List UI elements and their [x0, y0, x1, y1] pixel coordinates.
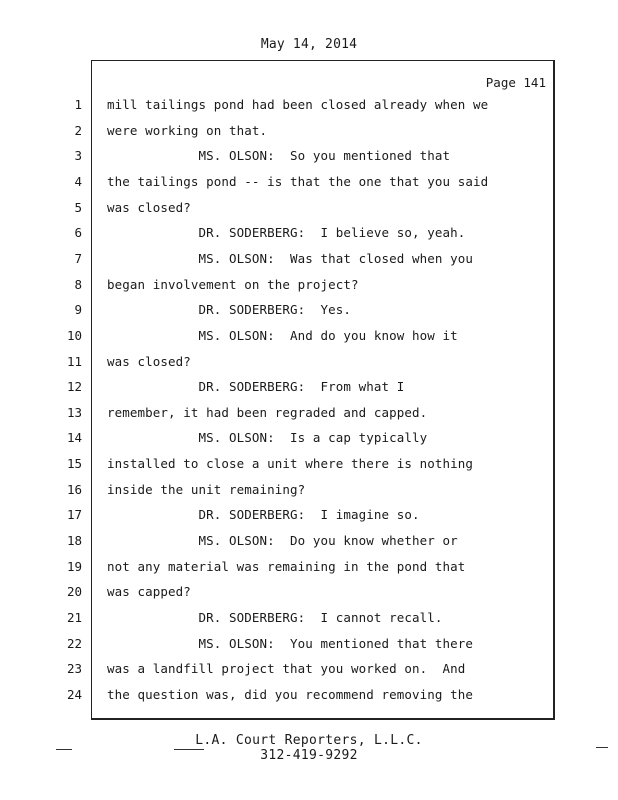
- line-number: 13: [66, 404, 82, 420]
- line-number: 24: [66, 686, 82, 702]
- transcript-line-text: MS. OLSON: Do you know whether or: [107, 533, 458, 548]
- scan-mark: [56, 749, 72, 750]
- line-number: 15: [66, 456, 82, 472]
- court-reporter-name: L.A. Court Reporters, L.L.C.: [195, 733, 423, 748]
- transcript-line-text: was closed?: [107, 353, 191, 369]
- court-reporter-phone: 312-419-9292: [260, 748, 358, 763]
- transcript-line-text: DR. SODERBERG: Yes.: [107, 302, 352, 318]
- transcript-line-text: inside the unit remaining?: [107, 481, 306, 497]
- transcript-line-text: MS. OLSON: And do you know how it: [107, 327, 458, 343]
- line-number: 11: [66, 353, 82, 369]
- line-number: 5: [74, 199, 82, 215]
- scan-mark: [174, 749, 204, 750]
- transcript-line-text: was a landfill project that you worked on. And: [107, 661, 466, 677]
- transcript-line-text: MS. OLSON: You mentioned that there: [107, 635, 474, 651]
- transcript-line-text: mill tailings pond had been closed already when we: [107, 97, 489, 112]
- line-number: 14: [66, 430, 82, 446]
- line-number: 6: [74, 225, 82, 241]
- transcript-line-text: were working on that.: [107, 122, 268, 138]
- page-number: Page 141: [485, 75, 546, 90]
- line-number: 19: [66, 558, 82, 574]
- transcript-line-text: the tailings pond -- is that the one that you said: [107, 173, 489, 189]
- line-number: 20: [66, 584, 82, 600]
- line-number: 7: [74, 250, 82, 266]
- transcript-line-text: installed to close a unit where there is nothing: [107, 456, 474, 472]
- line-number: 2: [74, 122, 82, 138]
- transcript-line-text: was closed?: [107, 199, 191, 215]
- line-number: 9: [74, 302, 82, 318]
- line-number: 8: [74, 276, 82, 292]
- line-number: 10: [66, 327, 82, 343]
- transcript-line-text: DR. SODERBERG: I imagine so.: [107, 507, 420, 523]
- transcript-line-text: DR. SODERBERG: I cannot recall.: [107, 610, 443, 625]
- line-number: 12: [66, 379, 82, 395]
- transcript-line-text: DR. SODERBERG: I believe so, yeah.: [107, 225, 466, 241]
- transcript-line-text: was capped?: [107, 584, 191, 600]
- transcript-line-text: MS. OLSON: Is a cap typically: [107, 430, 428, 446]
- transcript-line-text: not any material was remaining in the pond that: [107, 558, 466, 574]
- transcript-line-text: DR. SODERBERG: From what I: [107, 379, 405, 395]
- line-number: 22: [66, 635, 82, 651]
- transcript-line-text: began involvement on the project?: [107, 276, 359, 292]
- transcript-line-text: MS. OLSON: So you mentioned that: [107, 148, 451, 164]
- line-number: 17: [66, 507, 82, 523]
- line-number: 1: [74, 97, 82, 112]
- scan-mark: [596, 747, 608, 748]
- transcript-line-text: MS. OLSON: Was that closed when you: [107, 250, 474, 266]
- line-number: 21: [66, 610, 82, 625]
- line-number: 18: [66, 533, 82, 548]
- transcript-line-text: the question was, did you recommend removing the: [107, 686, 474, 702]
- line-number: 16: [66, 481, 82, 497]
- line-number: 3: [74, 148, 82, 164]
- line-number: 4: [74, 173, 82, 189]
- transcript-date: May 14, 2014: [260, 37, 358, 52]
- transcript-line-text: remember, it had been regraded and capped.: [107, 404, 428, 420]
- line-number: 23: [66, 661, 82, 677]
